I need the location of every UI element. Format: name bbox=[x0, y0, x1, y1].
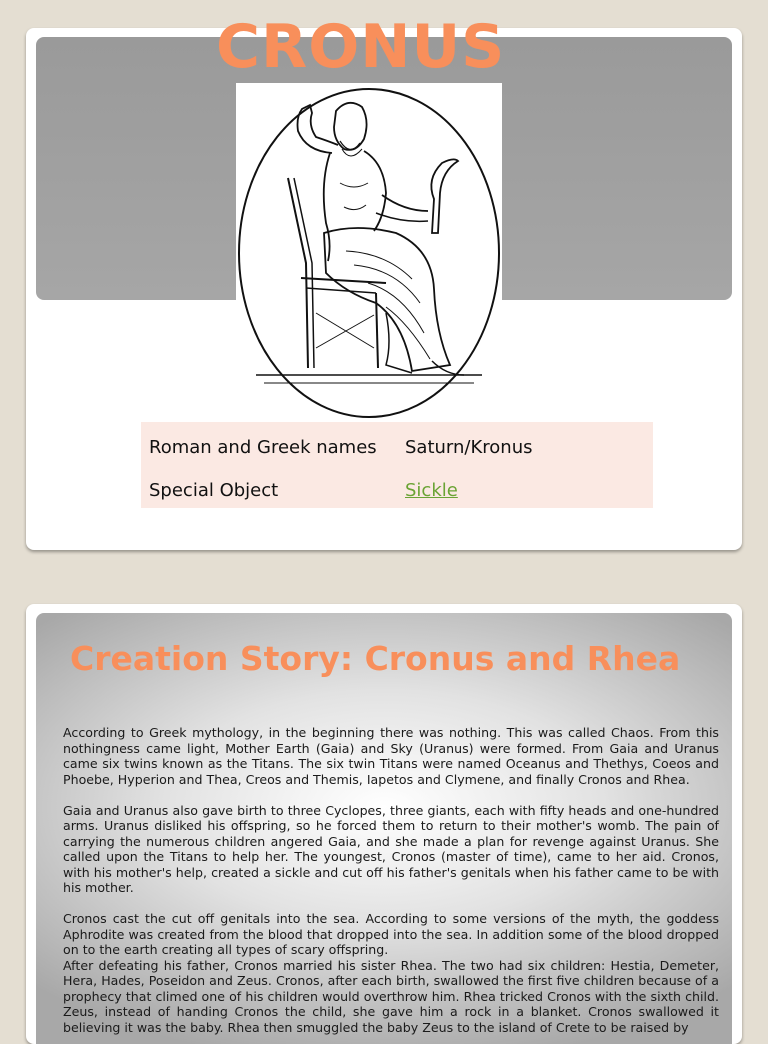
story-paragraph: According to Greek mythology, in the beginning there was nothing. This was called Chaos. From this nothingness came light, Mother Earth (Gaia) and Sky (Uranus) were formed. From Gaia and Uranus came six twins known as the Titans. The six twin Titans were named Oceanus and Thethys, Coeos and Phoebe, Hyperion and Thea, Creos and Themis, Iapetos and Clymene, and finally Cronos and Rhea. bbox=[63, 725, 719, 787]
table-label-special-object: Special Object bbox=[149, 480, 279, 501]
cronus-portrait-image bbox=[236, 83, 502, 423]
story-paragraph: Cronos cast the cut off genitals into the sea. According to some versions of the myth, the goddess Aphrodite was created from the blood that dropped into the sea. In addition some of the blood dropped on to the earth creating all types of scary offspring. bbox=[63, 911, 719, 957]
table-value-special-object bbox=[397, 474, 653, 508]
story-paragraph: After defeating his father, Cronos married his sister Rhea. The two had six children: Hestia, Demeter, Hera, Hades, Poseidon and Zeus. Cronos, after each birth, swallowed the first five children because of a prophecy that climed one of his children would overthrow him. Rhea tricked Cronos with the sixth child. Zeus, instead of handing Cronos the child, she gave him a rock in a blanket. Cronos swallowed it believing it was the baby. Rhea then smuggled the baby Zeus to the island of Crete to be raised by bbox=[63, 957, 719, 1035]
table-row bbox=[141, 474, 653, 508]
slide-cronus-overview bbox=[26, 12, 742, 550]
table-row bbox=[141, 422, 653, 474]
slide-title: Creation Story: Cronus and Rhea bbox=[70, 639, 681, 678]
info-table bbox=[141, 422, 653, 508]
story-text bbox=[63, 725, 719, 1044]
sickle-link[interactable]: Sickle bbox=[405, 480, 458, 501]
story-paragraph: Gaia and Uranus also gave birth to three Cyclopes, three giants, each with fifty heads and one-hundred arms. Uranus disliked his offspring, so he forced them to return to their mother's womb. The pain of carrying the numerous children angered Gaia, and she made a plan for revenge against Uranus. She called upon the Titans to help her. The youngest, Cronos (master of time), came to her aid. Cronos, with his mother's help, created a sickle and cut off his father's genitals when his father came to be with his mother. bbox=[63, 802, 719, 895]
slide-title: CRONUS bbox=[216, 12, 506, 82]
table-value-names: Saturn/Kronus bbox=[405, 437, 533, 458]
table-label-names: Roman and Greek names bbox=[149, 437, 377, 458]
story-panel bbox=[36, 613, 732, 1044]
slide-creation-story bbox=[26, 604, 742, 1044]
